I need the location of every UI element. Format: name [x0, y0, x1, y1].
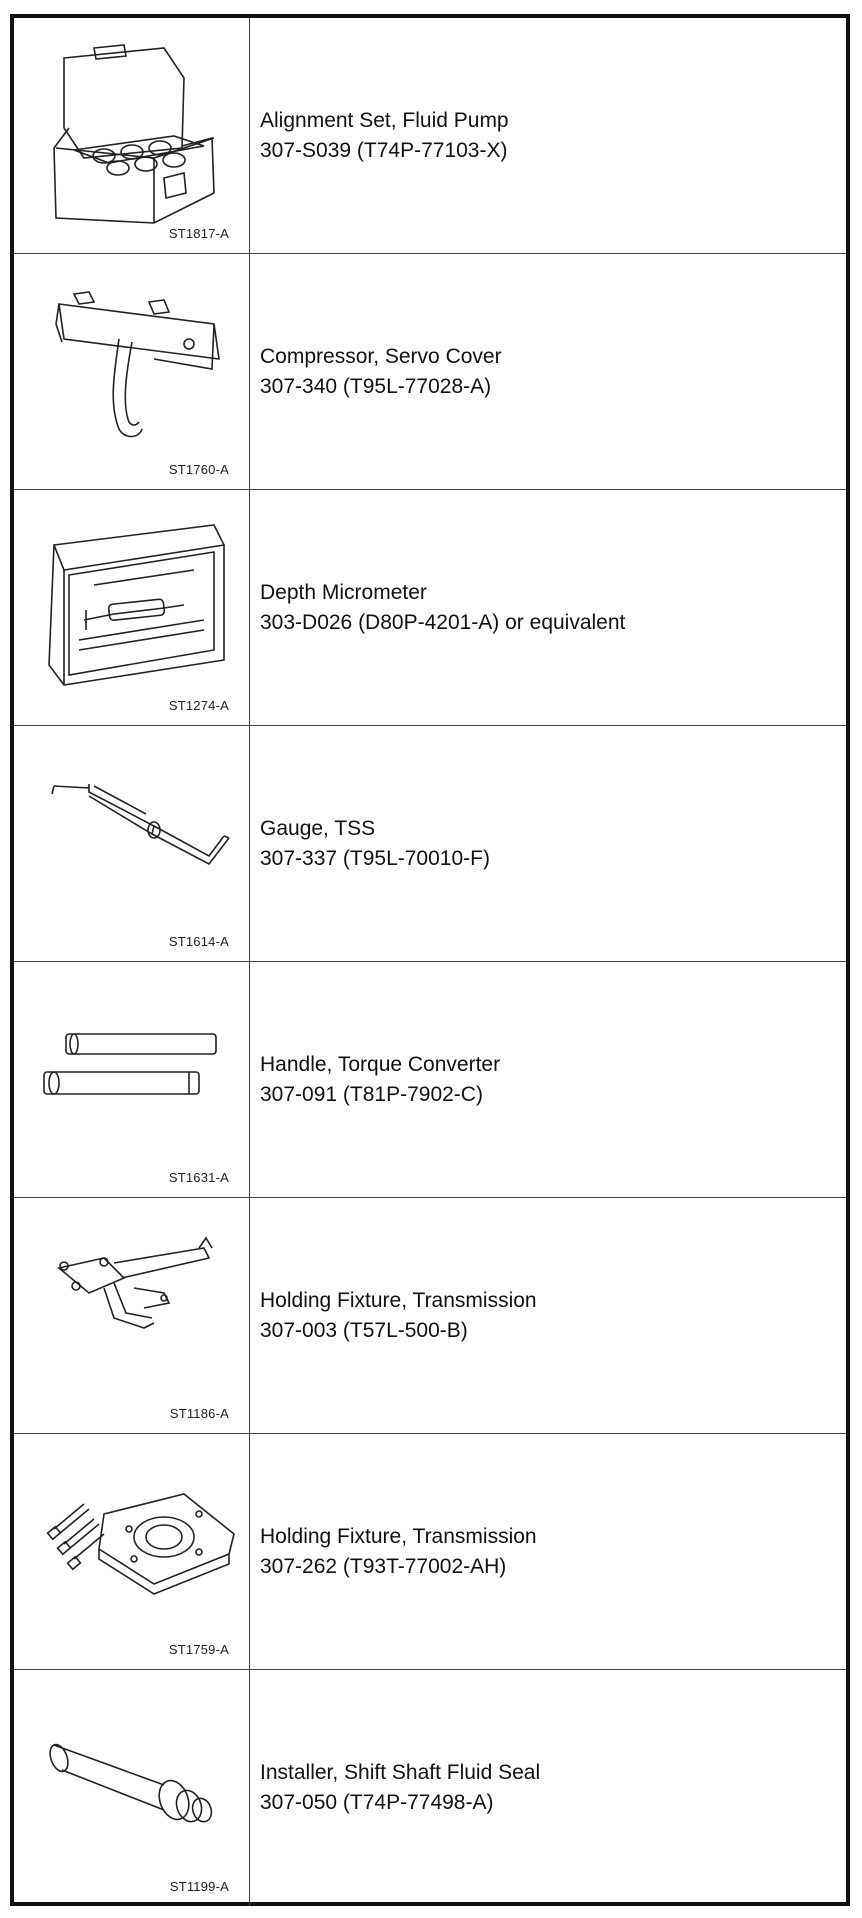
tool-description [260, 726, 830, 961]
tool-code: ST1631-A [168, 1170, 229, 1185]
tool-image-cell [14, 1434, 250, 1669]
table-row [14, 726, 846, 962]
tool-description [260, 254, 830, 489]
table-row [14, 1670, 846, 1906]
tool-code: ST1186-A [169, 1406, 229, 1421]
tool-part-number: 307-S039 (T74P-77103-X) [260, 138, 508, 162]
tool-description [260, 1670, 830, 1906]
table-row [14, 254, 846, 490]
tool-part-number: 307-262 (T93T-77002-AH) [260, 1554, 507, 1578]
tool-image-cell [14, 726, 250, 961]
tool-code: ST1817-A [168, 226, 229, 241]
tool-image-cell [14, 490, 250, 725]
tool-name: Gauge, TSS [260, 816, 376, 840]
tool-code: ST1274-A [168, 698, 229, 713]
tool-case-icon [14, 18, 250, 254]
tool-description [260, 1198, 830, 1433]
table-row [14, 18, 846, 254]
tool-code: ST1614-A [168, 934, 229, 949]
table-row [14, 962, 846, 1198]
servo-compressor-icon [14, 254, 250, 490]
table-row [14, 1198, 846, 1434]
table-row [14, 490, 846, 726]
tool-part-number: 307-340 (T95L-77028-A) [260, 374, 492, 398]
table-row [14, 1434, 846, 1670]
tool-name: Handle, Torque Converter [260, 1052, 501, 1076]
micrometer-case-icon [14, 490, 250, 726]
tool-description [260, 490, 830, 725]
tool-image-cell [14, 18, 250, 253]
handle-rods-icon [14, 962, 250, 1198]
tool-description [260, 18, 830, 253]
tool-name: Holding Fixture, Transmission [260, 1524, 537, 1548]
tool-code: ST1759-A [168, 1642, 229, 1657]
tool-name: Depth Micrometer [260, 580, 427, 604]
tool-part-number: 307-050 (T74P-77498-A) [260, 1791, 494, 1814]
tool-name: Installer, Shift Shaft Fluid Seal [260, 1761, 541, 1784]
tool-image-cell [14, 1198, 250, 1433]
gauge-rod-icon [14, 726, 250, 962]
tool-image-cell [14, 962, 250, 1197]
seal-installer-icon [14, 1670, 250, 1906]
tool-description [260, 1434, 830, 1669]
tool-name: Compressor, Servo Cover [260, 344, 502, 368]
tool-description [260, 962, 830, 1197]
special-tools-table [10, 14, 850, 1906]
tool-part-number: 307-091 (T81P-7902-C) [260, 1082, 483, 1106]
tool-part-number: 307-337 (T95L-70010-F) [260, 846, 490, 870]
tool-part-number: 307-003 (T57L-500-B) [260, 1318, 468, 1342]
tool-image-cell [14, 1670, 250, 1906]
tool-part-number: 303-D026 (D80P-4201-A) or equivalent [260, 610, 626, 634]
tool-image-cell [14, 254, 250, 489]
tool-name: Holding Fixture, Transmission [260, 1288, 537, 1312]
fixture-plate-bolts-icon [14, 1434, 250, 1670]
tool-code: ST1760-A [168, 462, 229, 477]
tool-code: ST1199-A [169, 1879, 229, 1894]
tool-name: Alignment Set, Fluid Pump [260, 108, 509, 132]
holding-fixture-icon [14, 1198, 250, 1434]
